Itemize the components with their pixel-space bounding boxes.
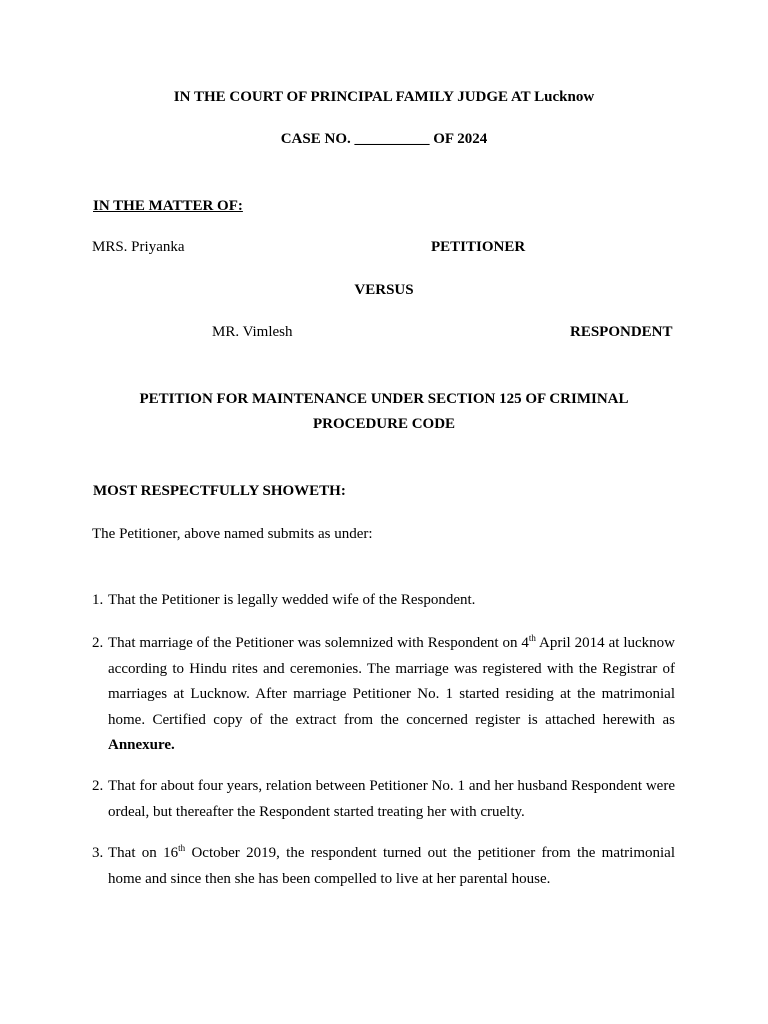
text-run: That marriage of the Petitioner was solemnized with Respondent on 4 [108, 635, 529, 651]
showeth-heading: MOST RESPECTFULLY SHOWETH: [93, 483, 346, 499]
ordinal-suffix: th [178, 843, 186, 853]
paragraph-text [108, 631, 675, 759]
paragraph-2 [92, 631, 675, 759]
respondent-role: RESPONDENT [570, 324, 673, 340]
paragraph-text: That for about four years, relation between Petitioner No. 1 and her husband Respondent were ordeal, but thereafter the Respondent started treating her with cruelty. [108, 778, 675, 820]
paragraph-number: 3. [92, 845, 104, 861]
case-number: CASE NO. __________ OF 2024 [280, 131, 488, 147]
paragraph-text [108, 841, 675, 892]
respondent-name: MR. Vimlesh [212, 324, 293, 340]
paragraph-number: 1. [92, 592, 104, 608]
matter-label: IN THE MATTER OF: [93, 198, 243, 214]
intro-text: The Petitioner, above named submits as under: [92, 526, 373, 542]
petitioner-role: PETITIONER [431, 239, 526, 255]
court-heading: IN THE COURT OF PRINCIPAL FAMILY JUDGE AT Lucknow [173, 89, 595, 105]
paragraph-4 [92, 841, 675, 892]
paragraph-number: 2. [92, 778, 104, 794]
paragraph-3 [92, 774, 675, 825]
annexure-label: Annexure. [108, 737, 175, 753]
paragraph-1 [92, 588, 675, 614]
text-run: April 2014 at lucknow according to Hindu rites and ceremonies. The marriage was registered with the Registrar of marriages at Lucknow. After marriage Petitioner No. 1 started residing at the matrimonial home. Certified copy of the extract from the concerned register is attached herewith as [108, 635, 675, 728]
paragraph-number: 2. [92, 635, 104, 651]
petition-title-line2: PROCEDURE CODE [312, 416, 456, 432]
petitioner-name: MRS. Priyanka [92, 239, 185, 255]
text-run: October 2019, the respondent turned out the petitioner from the matrimonial home and since then she has been compelled to live at her parental house. [108, 845, 675, 887]
ordinal-suffix: th [528, 633, 536, 643]
petition-title-line1: PETITION FOR MAINTENANCE UNDER SECTION 125 OF CRIMINAL [139, 391, 629, 407]
text-run: That on 16 [108, 845, 179, 861]
paragraph-text: That the Petitioner is legally wedded wife of the Respondent. [108, 592, 476, 608]
versus-label: VERSUS [354, 282, 414, 298]
